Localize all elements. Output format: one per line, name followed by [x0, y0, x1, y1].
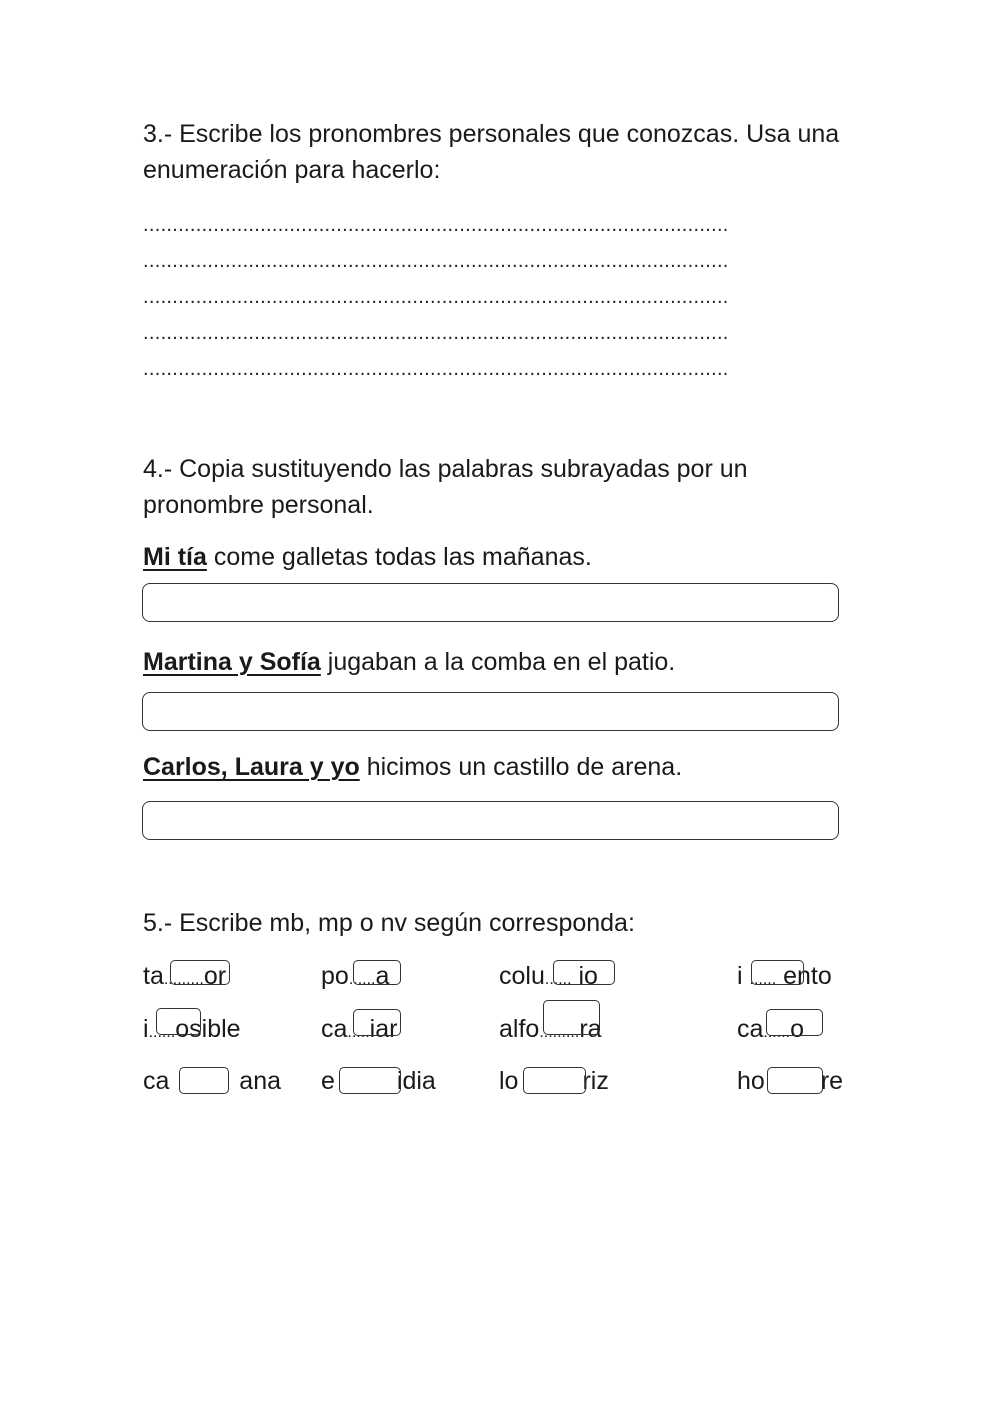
q3-answer-line-1[interactable]: ....................................................................................................: [143, 214, 729, 236]
q4-heading: 4.- Copia sustituyendo las palabras subrayadas por un pronombre personal.: [143, 455, 748, 519]
q5-gap-2-4[interactable]: [766, 1009, 823, 1036]
q5-word-cambiar: ca.....iar: [321, 1015, 398, 1043]
q5-heading: 5.- Escribe mb, mp o nv según corresponda:: [143, 909, 635, 937]
q3-answer-line-3[interactable]: ....................................................................................................: [143, 286, 729, 308]
q3-answer-line-5[interactable]: ....................................................................................................: [143, 358, 729, 380]
q5-gap-3-1[interactable]: [179, 1067, 229, 1094]
q5-word-hombre: ho re: [737, 1067, 844, 1095]
q4-answer-box-3[interactable]: [142, 801, 839, 840]
q5-word-columpio: colu...... io: [499, 962, 598, 990]
q3-answer-line-4[interactable]: ....................................................................................................: [143, 322, 729, 344]
q5-word-imposible: i......osible: [143, 1015, 241, 1043]
q5-word-envidia: e idia: [321, 1067, 436, 1095]
q4-sentence-rest-1: come galletas todas las mañanas.: [206, 543, 592, 571]
q5-gap-2-2[interactable]: [353, 1009, 401, 1036]
q5-gap-3-3[interactable]: [523, 1067, 586, 1094]
q5-gap-1-4[interactable]: [751, 960, 804, 985]
q5-word-alfombra: alfo.........ra: [499, 1015, 602, 1043]
q5-gap-1-1[interactable]: [170, 960, 230, 985]
q5-word-pompa: po......a: [321, 962, 390, 990]
q5-gap-3-4[interactable]: [767, 1067, 823, 1094]
q5-gap-3-2[interactable]: [339, 1067, 401, 1094]
q3-answer-line-2[interactable]: ....................................................................................................: [143, 250, 729, 272]
q5-word-lombriz: lo riz: [499, 1067, 609, 1095]
q5-gap-1-3[interactable]: [553, 960, 615, 985]
q4-underlined-subject-2: Martina y Sofía: [143, 648, 321, 676]
q4-sentence-2: [143, 647, 675, 677]
q5-word-cabana: ca ana: [143, 1067, 282, 1095]
q5-word-tambor: ta.........or: [143, 962, 227, 990]
q4-sentence-1: [143, 542, 592, 572]
q5-gap-1-2[interactable]: [353, 960, 401, 985]
q4-sentence-rest-3: hicimos un castillo de arena.: [359, 753, 683, 781]
q3-heading: 3.- Escribe los pronombres personales que conozcas. Usa una enumeración para hacerlo:: [143, 120, 840, 184]
q5-gap-2-1[interactable]: [156, 1008, 201, 1035]
q4-answer-box-2[interactable]: [142, 692, 839, 731]
q4-sentence-3: [143, 752, 682, 782]
q4-answer-box-1[interactable]: [142, 583, 839, 622]
q4-sentence-rest-2: jugaban a la comba en el patio.: [320, 648, 676, 676]
q5-word-campo: ca......o: [737, 1015, 804, 1043]
q4-underlined-subject-1: Mi tía: [143, 543, 207, 571]
q4-underlined-subject-3: Carlos, Laura y yo: [143, 753, 360, 781]
q5-word-invento: i ...... ento: [737, 962, 832, 990]
q5-gap-2-3[interactable]: [543, 1000, 600, 1035]
